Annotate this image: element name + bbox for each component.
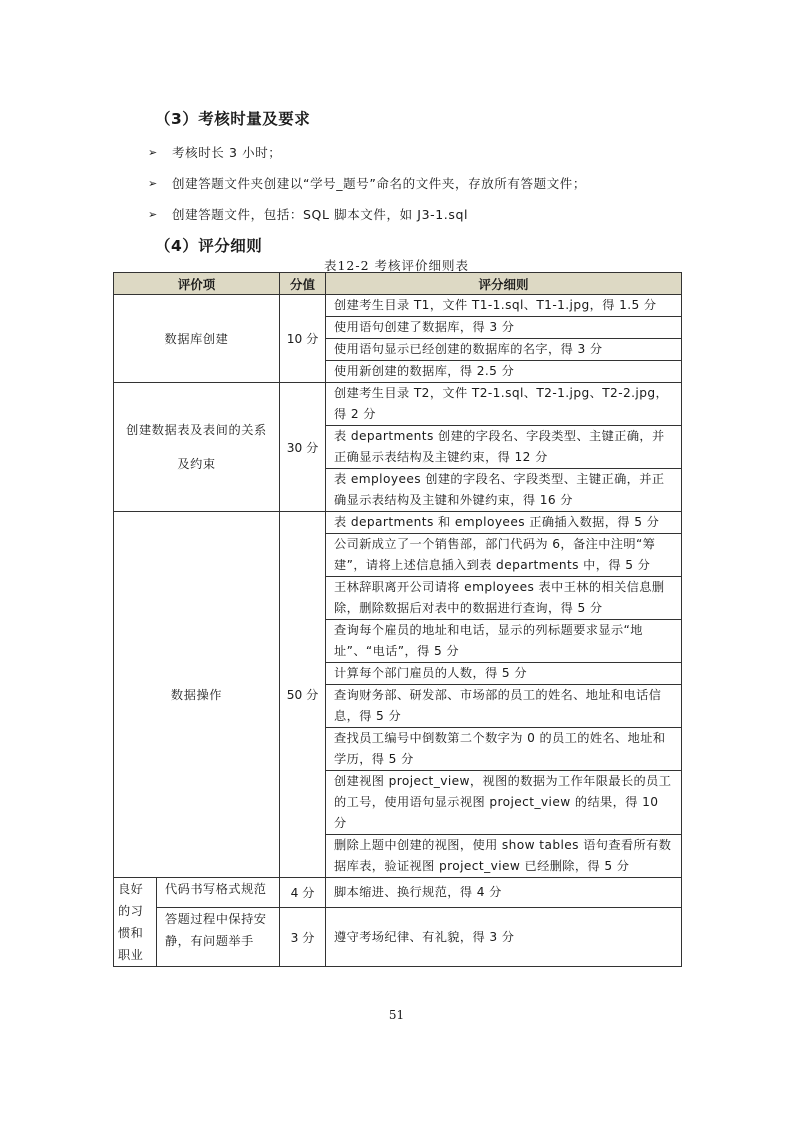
table-row [114, 878, 682, 908]
detail-cell: 脚本缩进、换行规范，得 4 分 [326, 878, 682, 908]
arrow-bullet-icon: ➢ [148, 176, 158, 190]
bullet-item [148, 205, 468, 223]
detail-cell: 查询每个雇员的地址和电话，显示的列标题要求显示“地址”、“电话”，得 5 分 [326, 620, 682, 663]
detail-cell: 遵守考场纪律、有礼貌，得 3 分 [326, 908, 682, 967]
section-4-title: （4）评分细则 [155, 237, 263, 255]
detail-cell: 删除上题中创建的视图，使用 show tables 语句查看所有数据库表，验证视图 project_view 已经删除，得 5 分 [326, 835, 682, 878]
page-number: 51 [388, 1008, 405, 1022]
table-row [114, 908, 682, 967]
detail-cell: 表 departments 和 employees 正确插入数据，得 5 分 [326, 512, 682, 534]
score-cell: 3 分 [280, 908, 326, 967]
score-cell: 50 分 [280, 512, 326, 878]
detail-cell: 查找员工编号中倒数第二个数字为 0 的员工的姓名、地址和学历，得 5 分 [326, 728, 682, 771]
detail-cell: 王林辞职离开公司请将 employees 表中王林的相关信息删除，删除数据后对表中的数据进行查询，得 5 分 [326, 577, 682, 620]
table-header-row [114, 273, 682, 295]
header-item: 评价项 [114, 273, 280, 295]
header-score: 分值 [280, 273, 326, 295]
score-cell: 10 分 [280, 295, 326, 383]
sub-category-cell: 答题过程中保持安静，有问题举手 [157, 908, 280, 967]
detail-cell: 创建视图 project_view，视图的数据为工作年限最长的员工的工号，使用语句显示视图 project_view 的结果，得 10 分 [326, 771, 682, 835]
category-cell: 良好的习惯和职业 [114, 878, 157, 967]
score-cell: 30 分 [280, 383, 326, 512]
bullet-item [148, 174, 586, 192]
scoring-table [113, 272, 682, 967]
sub-category-cell: 代码书写格式规范 [157, 878, 280, 908]
detail-cell: 计算每个部门雇员的人数，得 5 分 [326, 663, 682, 685]
table-row [114, 295, 682, 317]
bullet-text: 创建答题文件，包括：SQL 脚本文件，如 J3-1.sql [172, 207, 469, 222]
detail-cell: 表 employees 创建的字段名、字段类型、主键正确，并正确显示表结构及主键和外键约束，得 16 分 [326, 469, 682, 512]
arrow-bullet-icon: ➢ [148, 207, 158, 221]
detail-cell: 使用语句显示已经创建的数据库的名字，得 3 分 [326, 339, 682, 361]
category-cell: 创建数据表及表间的关系及约束 [114, 383, 280, 512]
category-cell: 数据操作 [114, 512, 280, 878]
section-3-title: （3）考核时量及要求 [155, 110, 311, 128]
detail-cell: 使用语句创建了数据库，得 3 分 [326, 317, 682, 339]
detail-cell: 使用新创建的数据库，得 2.5 分 [326, 361, 682, 383]
detail-cell: 公司新成立了一个销售部，部门代码为 6，备注中注明“筹建”，请将上述信息插入到表 departments 中，得 5 分 [326, 534, 682, 577]
bullet-item [148, 143, 281, 161]
detail-cell: 创建考生目录 T2，文件 T2-1.sql、T2-1.jpg、T2-2.jpg，得 2 分 [326, 383, 682, 426]
bullet-text: 考核时长 3 小时； [172, 145, 282, 160]
category-cell: 数据库创建 [114, 295, 280, 383]
score-cell: 4 分 [280, 878, 326, 908]
table-caption: 表12-2 考核评价细则表 [323, 258, 470, 273]
arrow-bullet-icon: ➢ [148, 145, 158, 159]
table-row [114, 383, 682, 426]
header-detail: 评分细则 [326, 273, 682, 295]
detail-cell: 查询财务部、研发部、市场部的员工的姓名、地址和电话信息，得 5 分 [326, 685, 682, 728]
detail-cell: 表 departments 创建的字段名、字段类型、主键正确，并正确显示表结构及主键约束，得 12 分 [326, 426, 682, 469]
detail-cell: 创建考生目录 T1，文件 T1-1.sql、T1-1.jpg，得 1.5 分 [326, 295, 682, 317]
table-row [114, 512, 682, 534]
bullet-text: 创建答题文件夹创建以“学号_题号”命名的文件夹，存放所有答题文件； [172, 176, 587, 191]
